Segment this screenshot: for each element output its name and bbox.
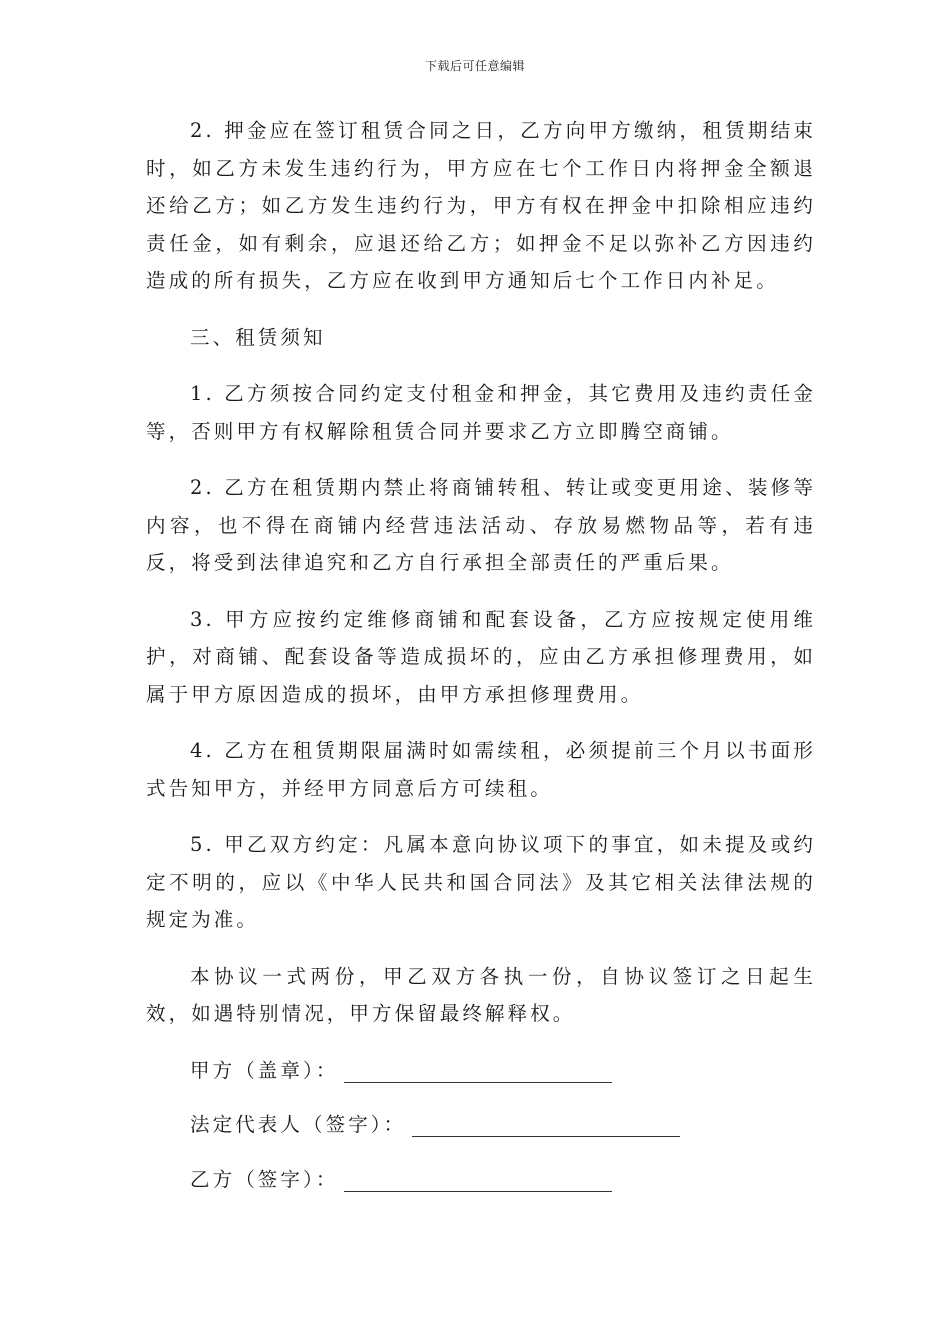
signature-legal-rep-line (412, 1135, 680, 1137)
signature-legal-rep-label: 法定代表人（签字）： (190, 1113, 407, 1136)
paragraph-notice-2: 2. 乙方在租赁期内禁止将商铺转租、转让或变更用途、装修等内容，也不得在商铺内经营违法活动、存放易燃物品等，若有违反，将受到法律追究和乙方自行承担全部责任的严重后果。 (146, 476, 816, 574)
signature-legal-representative (146, 1106, 816, 1144)
signature-party-b (146, 1161, 816, 1199)
section-heading-rental-notice: 三、租赁须知 (190, 325, 326, 349)
paragraph-notice-5: 5. 甲乙双方约定：凡属本意向协议项下的事宜，如未提及或约定不明的，应以《中华人民共和国合同法》及其它相关法律法规的规定为准。 (146, 833, 816, 931)
paragraph-notice-3: 3. 甲方应按约定维修商铺和配套设备，乙方应按规定使用维护，对商铺、配套设备等造成损坏的，应由乙方承担修理费用，如属于甲方原因造成的损坏，由甲方承担修理费用。 (146, 607, 816, 706)
paragraph-notice-1: 1. 乙方须按合同约定支付租金和押金，其它费用及违约责任金等，否则甲方有权解除租赁合同并要求乙方立即腾空商铺。 (146, 382, 816, 443)
signature-party-a (146, 1052, 816, 1090)
signature-party-b-label: 乙方（签字）： (190, 1167, 339, 1191)
signature-party-a-label: 甲方（盖章）： (190, 1058, 339, 1082)
paragraph-notice-4: 4. 乙方在租赁期限届满时如需续租，必须提前三个月以书面形式告知甲方，并经甲方同意后方可续租。 (146, 739, 816, 800)
paragraph-closing: 本协议一式两份，甲乙双方各执一份，自协议签订之日起生效，如遇特别情况，甲方保留最终解释权。 (146, 964, 816, 1025)
page-header: 下载后可任意编辑 (424, 59, 525, 73)
document-body (146, 112, 816, 1215)
signature-party-b-line (344, 1190, 612, 1192)
signature-party-a-line (344, 1081, 612, 1083)
paragraph-deposit-clause: 2. 押金应在签订租赁合同之日，乙方向甲方缴纳，租赁期结束时，如乙方未发生违约行为，甲方应在七个工作日内将押金全额退还给乙方；如乙方发生违约行为，甲方有权在押金中扣除相应违约责任金，如有剩余，应退还给乙方；如押金不足以弥补乙方因违约造成的所有损失，乙方应在收到甲方通知后七个工作日内补足。 (146, 119, 816, 292)
